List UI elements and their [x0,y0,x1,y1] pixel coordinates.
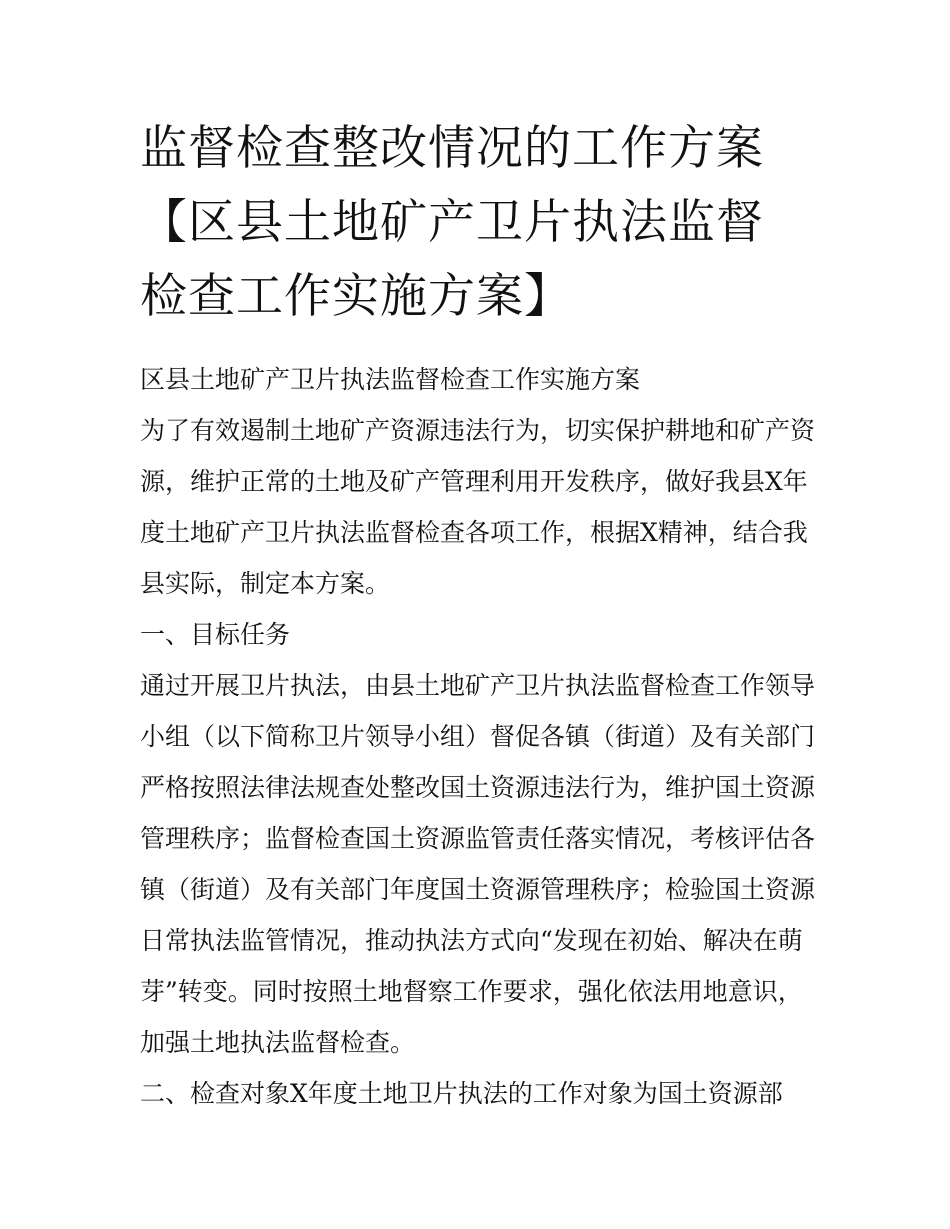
paragraph-line: 芽”转变。同时按照土地督察工作要求，强化依法用地意识， [140,977,803,1006]
paragraph-line: 度土地矿产卫片执法监督检查各项工作，根据X精神，结合我 [140,518,808,547]
paragraph-line: 镇（街道）及有关部门年度国土资源管理秩序；检验国土资源 [140,875,816,904]
section-heading: 一、目标任务 [140,620,291,649]
paragraph-line: 严格按照法律法规查处整改国土资源违法行为，维护国土资源 [140,773,816,802]
paragraph-line: 加强土地执法监督检查。 [140,1028,416,1057]
paragraph-line: 县实际，制定本方案。 [140,569,391,598]
paragraph-line: 为了有效遏制土地矿产资源违法行为，切实保护耕地和矿产资 [140,416,816,445]
document-title: 监督检查整改情况的工作方案 【区县土地矿产卫片执法监督 检查工作实施方案】 [140,121,764,324]
subtitle-line: 区县土地矿产卫片执法监督检查工作实施方案 [140,365,641,394]
paragraph-line: 小组（以下简称卫片领导小组）督促各镇（街道）及有关部门 [140,722,816,751]
paragraph-line: 日常执法监管情况，推动执法方式向“发现在初始、解决在萌 [140,926,803,955]
section-heading: 二、检查对象X年度土地卫片执法的工作对象为国土资源部 [140,1079,783,1108]
document-body [140,354,830,1119]
paragraph-line: 管理秩序；监督检查国土资源监管责任落实情况，考核评估各 [140,824,816,853]
paragraph-line: 通过开展卫片执法，由县土地矿产卫片执法监督检查工作领导 [140,671,816,700]
paragraph-line: 源，维护正常的土地及矿产管理利用开发秩序，做好我县X年 [140,467,808,496]
